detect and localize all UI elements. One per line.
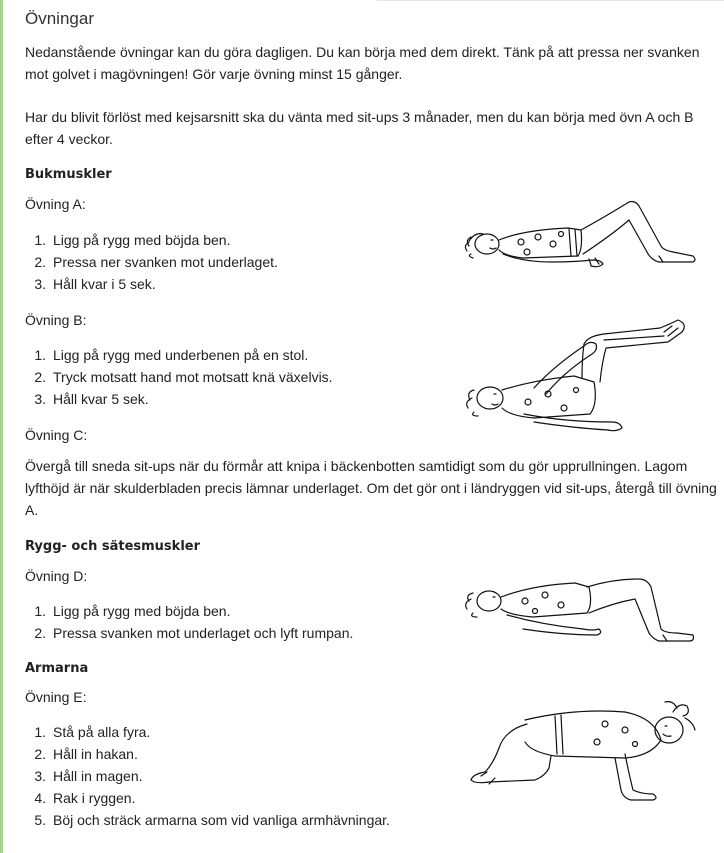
divider: [377, 0, 724, 1]
text-line: lyfthöjd är när skulderbladen precis lämnar underlaget. Om det gör ont i ländryggen vid sit-ups, återgå till övning: [25, 480, 717, 496]
intro-line: Nedanstående övningar kan du göra dagligen. Du kan börja med dem direkt. Tänk på att pressa ner svanken: [25, 44, 700, 60]
note-line: Har du blivit förlöst med kejsarsnitt ska du vänta med sit-ups 3 månader, men du kan börja med övn A och B: [25, 109, 694, 125]
exercise-a-steps: [25, 229, 278, 295]
section-heading-rygg: Rygg- och sätesmuskler: [25, 539, 200, 554]
exercise-c-description: [25, 455, 717, 521]
list-item: 3. Håll in magen.: [34, 768, 143, 784]
list-item: 1. Ligg på rygg med böjda ben.: [34, 603, 231, 619]
list-item: 1. Ligg på rygg med böjda ben.: [34, 232, 231, 248]
note-paragraph: [25, 106, 693, 150]
page-title: Övningar: [25, 9, 94, 28]
accent-bar: [0, 0, 3, 853]
exercise-b-steps: [25, 344, 333, 410]
list-item: 1. Stå på alla fyra.: [34, 724, 151, 740]
section-heading-armarna: Armarna: [25, 661, 89, 676]
exercise-label-d: Övning D:: [25, 568, 88, 584]
exercise-b-illustration: [464, 318, 696, 438]
text-line: A.: [25, 502, 39, 518]
section-heading-bukmuskler: Bukmuskler: [25, 167, 112, 182]
list-item: 3. Håll kvar 5 sek.: [34, 391, 149, 407]
list-item: 3. Håll kvar i 5 sek.: [34, 276, 156, 292]
list-item: 1. Ligg på rygg med underbenen på en stol.: [34, 347, 309, 363]
intro-paragraph: [25, 41, 700, 85]
exercise-e-illustration: [465, 694, 697, 806]
list-item: 5. Böj och sträck armarna som vid vanliga armhävningar.: [34, 812, 390, 828]
exercise-a-illustration: [463, 196, 698, 274]
list-item: 4. Rak i ryggen.: [34, 790, 136, 806]
list-item: 2. Håll in hakan.: [34, 746, 138, 762]
list-item: 2. Tryck motsatt hand mot motsatt knä växelvis.: [34, 369, 333, 385]
exercise-label-e: Övning E:: [25, 689, 87, 705]
list-item: 2. Pressa svanken mot underlaget och lyft rumpan.: [34, 625, 354, 641]
text-line: Övergå till sneda sit-ups när du förmår att knipa i bäckenbotten samtidigt som du gör upprullningen. Lagom: [25, 458, 688, 474]
intro-line: mot golvet i magövningen! Gör varje övning minst 15 gånger.: [25, 66, 403, 82]
exercise-label-b: Övning B:: [25, 312, 87, 328]
exercise-e-steps: [25, 721, 390, 831]
exercise-d-illustration: [463, 573, 698, 645]
list-item: 2. Pressa ner svanken mot underlaget.: [34, 254, 278, 270]
exercise-d-steps: [25, 600, 353, 644]
note-line: efter 4 veckor.: [25, 131, 113, 147]
exercise-label-c: Övning C:: [25, 427, 88, 443]
exercise-label-a: Övning A:: [25, 196, 86, 212]
